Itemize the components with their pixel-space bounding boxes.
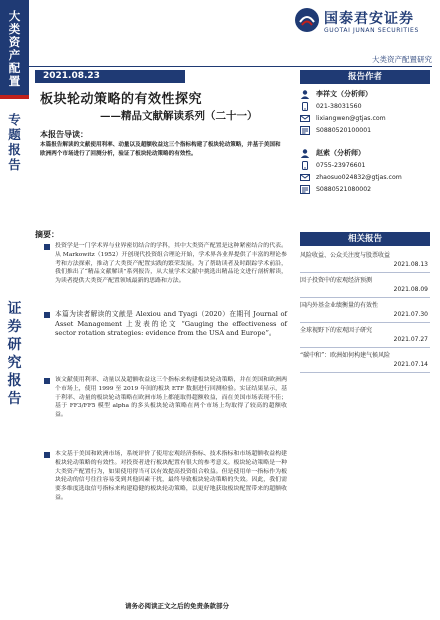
analyst-email[interactable]: zhaosuo024832@gtjas.com (316, 173, 402, 181)
analyst-phone: 021-38031560 (316, 102, 362, 110)
analyst-name: 李祥文（分析师） (316, 89, 372, 98)
list-item[interactable] (300, 275, 430, 300)
certificate-icon (300, 185, 310, 194)
analyst-cert: S0880521080002 (316, 185, 372, 193)
divider (300, 347, 430, 348)
sidebar-accent-line (0, 95, 29, 99)
analyst-card (300, 88, 430, 136)
email-icon (300, 114, 310, 123)
report-date: 2021.08.23 (43, 71, 100, 81)
bullet-marker (44, 452, 50, 458)
analyst-email[interactable]: lixiangwen@gtjas.com (316, 114, 386, 122)
list-item[interactable] (300, 300, 430, 325)
bullet-marker (44, 378, 50, 384)
list-item[interactable] (300, 325, 430, 350)
sidebar-section-label: 专 题 报 告 (8, 112, 21, 172)
related-report-title[interactable]: 风险收益、公众关注度与股票收益 (300, 252, 391, 259)
certificate-icon (300, 126, 310, 135)
footer-disclaimer: 请务必阅读正文之后的免责条款部分 (125, 602, 229, 610)
related-report-date: 2021.08.09 (393, 286, 428, 293)
list-item[interactable] (300, 350, 430, 375)
related-report-date: 2021.07.30 (393, 311, 428, 318)
abstract-paragraph: 本篇为读者解读的文献是 Alexiou and Tyagi（2020）在期刊 Journal of Asset Management 上发表的论文 “Gauging the effectiveness of sector rotation strategies: evidence from the USA and Europe”。 (55, 310, 287, 338)
analyst-name: 赵索（分析师） (316, 148, 365, 157)
brand-logo (294, 4, 436, 44)
related-report-date: 2021.07.27 (393, 336, 428, 343)
list-item[interactable] (300, 250, 430, 275)
person-icon (300, 90, 310, 99)
person-icon (300, 149, 310, 158)
left-sidebar (0, 0, 29, 620)
phone-icon (300, 102, 310, 111)
report-title: 板块轮动策略的有效性探究 (40, 92, 203, 107)
phone-icon (300, 161, 310, 170)
bullet-marker (44, 244, 50, 250)
abstract-heading: 摘要： (35, 229, 59, 239)
related-report-date: 2021.08.13 (393, 261, 428, 268)
related-report-title[interactable]: 国内外基金业绩衡量的有效性 (300, 302, 379, 309)
sidebar-category-label: 大 类 资 产 配 置 (8, 9, 21, 88)
report-subtitle: ——精品文献解读系列（二十一） (100, 110, 258, 122)
series-tag: 大类资产配置研究 (372, 55, 432, 64)
divider (300, 272, 430, 273)
analyst-card (300, 147, 430, 195)
related-report-title[interactable]: “碳中和”：欧洲如何构建气候风险 (300, 352, 391, 359)
related-reports-list (300, 250, 430, 375)
related-report-title[interactable]: 全球视野下的宏观因子研究 (300, 327, 373, 334)
brand-name-cn: 国泰君安证券 (324, 11, 414, 27)
analysts-panel-heading: 报告作者 (300, 70, 430, 84)
email-icon (300, 173, 310, 182)
related-report-date: 2021.07.14 (393, 361, 428, 368)
header-divider (29, 66, 432, 67)
related-panel-heading: 相关报告 (300, 232, 430, 246)
brand-mark-icon (294, 7, 320, 33)
abstract-paragraph: 本文基于美国和欧洲市场，系统评价了使用宏观经济指标、技术指标和市场超额收益构建板块轮动策略的有效性。对投资者进行板块配置有很大的参考意义。板块轮动策略是一种大类资产配置行为，如果使用得当可以有效提高投资组合收益。但是使用单一指标作为板块轮动的信号往往容易受到其他因素干扰，最终导致板块轮动策略的失效。因此，我们需要多维度选取信号指标来构建稳健的板块轮动策略，以更好地获取板块配置带来的超额收益。 (55, 451, 287, 501)
divider (300, 372, 430, 373)
analyst-phone: 0755-23976601 (316, 161, 366, 169)
related-report-title[interactable]: 因子投资中的宏观经济预测 (300, 277, 373, 284)
summary-heading: 本报告导读： (40, 129, 88, 139)
divider (300, 322, 430, 323)
analyst-cert: S0880520100001 (316, 126, 372, 134)
abstract-paragraph: 该文献使用利率、动量以及超额收益这三个指标来构建板块轮动策略，并在美国和欧洲两个市场上，使用 1999 至 2019 年间的板块 ETF 数据进行回测检验。实证结果显示，基于利率、动量的板块轮动策略在欧洲市场上都能取得超额收益，而在美国市场表现不佳；基于 FF3/FF5 模型 alpha 的多头板块轮动策略在两个市场上均取得了较高的超额收益。 (55, 377, 287, 419)
summary-text: 本篇报告解读的文献使用利率、动量以及超额收益这三个指标构建了板块轮动策略，并基于美国和欧洲两个市场进行了回测分析，验证了板块轮动策略的有效性。 (40, 142, 281, 157)
sidebar-report-label: 证 券 研 究 报 告 (7, 301, 22, 407)
brand-name-en: GUOTAI JUNAN SECURITIES (324, 27, 419, 34)
divider (300, 297, 430, 298)
abstract-paragraph: 投资学是一门学术界与业界密切结合的学科，其中大类资产配置是这种紧密结合的代表。从 Markowitz（1952）开创现代投资组合理论开始，学术界各业界提供了丰富的理论参考和方法探索，推动了大类资产配置实践的繁荣发展。为了帮助读者及时跟踪学术前沿，我们推出了“精品文献解读”系列报告，从大量学术文献中挑选出精品论文进行剖析解读，为读者提供大类资产配置领域最新的思路和方法。 (55, 243, 287, 285)
bullet-marker (44, 312, 50, 318)
